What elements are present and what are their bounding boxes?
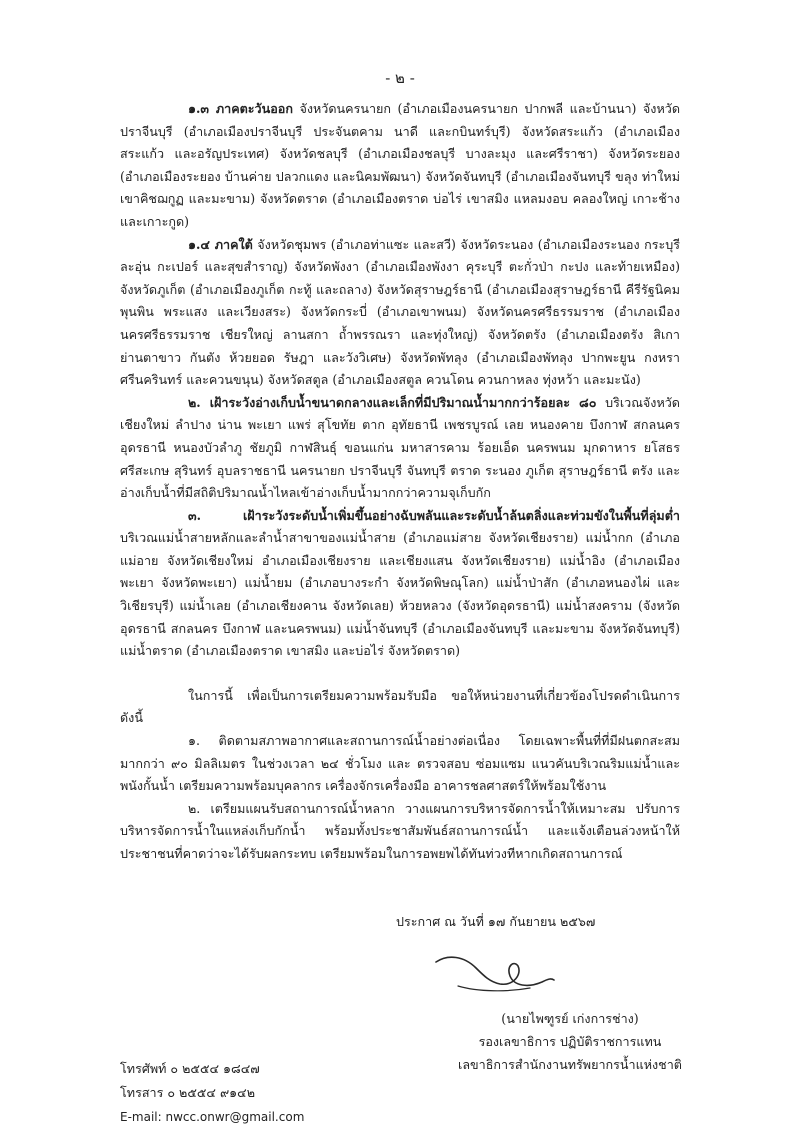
section-flood bbox=[120, 505, 680, 663]
section-east bbox=[120, 98, 680, 234]
intro-paragraph: ในการนี้ เพื่อเป็นการเตรียมความพร้อมรับมือ ขอให้หน่วยงานที่เกี่ยวข้องโปรดดำเนินการ ดังนี้ bbox=[120, 687, 680, 726]
section-east-text: จังหวัดนครนายก (อำเภอเมืองนครนายก ปากพลี และบ้านนา) จังหวัดปราจีนบุรี (อำเภอเมืองปราจีนบุรี ประจันตคาม นาดี และกบินทร์บุรี) จังหวัดสระแก้ว (อำเภอเมืองสระแก้ว และอรัญประเทศ) จังหวัดชลบุรี (อำเภอเมืองชลบุรี บางละมุง และศรีราชา) จังหวัดระยอง (อำเภอเมืองระยอง บ้านค่าย ปลวกแดง และนิคมพัฒนา) จังหวัดจันทบุรี (อำเภอเมืองจันทบุรี ขลุง ท่าใหม่ เขาคิชฌกูฏ และมะขาม) จังหวัดตราด (อำเภอเมืองตราด บ่อไร่ เขาสมิง แหลมงอบ คลองใหญ่ เกาะช้าง และเกาะกูด) bbox=[120, 101, 680, 229]
contact-email: E-mail: nwcc.onwr@gmail.com bbox=[120, 1110, 305, 1124]
signatory-position-1: รองเลขาธิการ ปฏิบัติราชการแทน bbox=[478, 1034, 662, 1049]
section-south bbox=[120, 234, 680, 392]
section-south-text: จังหวัดชุมพร (อำเภอท่าแซะ และสวี) จังหวัดระนอง (อำเภอเมืองระนอง กระบุรี ละอุ่น กะเปอร์ และสุขสำราญ) จังหวัดพังงา (อำเภอเมืองพังงา คุระบุรี ตะกั่วป่า กะปง และท้ายเหมือง) จังหวัดภูเก็ต (อำเภอเมืองภูเก็ต กะทู้ และถลาง) จังหวัดสุราษฎร์ธานี (อำเภอเมืองสุราษฎร์ธานี คีรีรัฐนิคม พุนพิน พระแสง และเวียงสระ) จังหวัดกระบี่ (อำเภอเขาพนม) จังหวัดนครศรีธรรมราช (อำเภอเมืองนครศรีธรรมราช เชียรใหญ่ ลานสกา ถ้ำพรรณรา และทุ่งใหญ่) จังหวัดตรัง (อำเภอเมืองตรัง สิเกา ย่านตาขาว กันตัง ห้วยยอด รัษฎา และวังวิเศษ) จังหวัดพัทลุง (อำเภอเมืองพัทลุง ปากพะยูน กงหรา ศรีนครินทร์ และควนขนุน) จังหวัดสตูล (อำเภอเมืองสตูล ควนโดน ควนกาหลง ทุ่งหว้า และมะนัง) bbox=[120, 236, 680, 388]
section-east-heading: ๑.๓ ภาคตะวันออก bbox=[188, 101, 293, 116]
signatory-position-2: เลขาธิการสำนักงานทรัพยากรน้ำแห่งชาติ bbox=[458, 1057, 682, 1072]
section-reservoir-text: บริเวณจังหวัดเชียงใหม่ ลำปาง น่าน พะเยา แพร่ สุโขทัย ตาก อุทัยธานี เพชรบูรณ์ เลย หนองคาย บึงกาฬ สกลนคร อุดรธานี หนองบัวลำภู ชัยภูมิ กาฬสินธุ์ ขอนแก่น มหาสารคาม ร้อยเอ็ด นครพนม มุกดาหาร ยโสธร ศรีสะเกษ สุรินทร์ อุบลราชธานี นครนายก ปราจีนบุรี จันทบุรี ตราด ระนอง ภูเก็ต สุราษฎร์ธานี ตรัง และอ่างเก็บน้ำที่มีสถิติปริมาณน้ำไหลเข้าอ่างเก็บน้ำมากกว่าความจุเก็บกัก bbox=[120, 394, 680, 501]
section-reservoir-heading: ๒. เฝ้าระวังอ่างเก็บน้ำขนาดกลางและเล็กที่มีปริมาณน้ำมากกว่าร้อยละ ๘๐ bbox=[188, 394, 597, 410]
action-item-2: ๒. เตรียมแผนรับสถานการณ์น้ำหลาก วางแผนการบริหารจัดการน้ำให้เหมาะสม ปรับการบริหารจัดการน้ำในแหล่งเก็บกักน้ำ พร้อมทั้งประชาสัมพันธ์สถานการณ์น้ำ และแจ้งเตือนล่วงหน้าให้ประชาชนที่คาดว่าจะได้รับผลกระทบ เตรียมพร้อมในการอพยพได้ทันท่วงทีหากเกิดสถานการณ์ bbox=[120, 800, 680, 861]
action-item-1: ๑. ติดตามสภาพอากาศและสถานการณ์น้ำอย่างต่อเนื่อง โดยเฉพาะพื้นที่ที่มีฝนตกสะสมมากกว่า ๙๐ มิลลิเมตร ในช่วงเวลา ๒๔ ชั่วโมง และ ตรวจสอบ ซ่อมแซม แนวคันบริเวณริมแม่น้ำและพนังกั้นน้ำ เตรียมความพร้อมบุคลากร เครื่องจักรเครื่องมือ อาคารชลศาสตร์ให้พร้อมใช้งาน bbox=[120, 733, 680, 794]
section-flood-heading: ๓. เฝ้าระวังระดับน้ำเพิ่มขึ้นอย่างฉับพลันและระดับน้ำล้นตลิ่งและท่วมขังในพื้นที่ลุ่มต่ำ bbox=[188, 507, 680, 523]
document-body bbox=[120, 98, 680, 866]
contact-block bbox=[120, 1057, 304, 1129]
section-reservoir bbox=[120, 392, 680, 505]
announcement-date: ประกาศ ณ วันที่ ๑๗ กันยายน ๒๕๖๗ bbox=[396, 914, 596, 929]
section-south-heading: ๑.๔ ภาคใต้ bbox=[188, 236, 253, 252]
contact-fax: โทรสาร ๐ ๒๕๕๔ ๙๑๔๒ bbox=[120, 1085, 255, 1100]
contact-phone: โทรศัพท์ ๐ ๒๕๕๔ ๑๘๔๗ bbox=[120, 1061, 260, 1076]
signatory-name: (นายไพฑูรย์ เก่งการช่าง) bbox=[501, 1011, 639, 1026]
section-flood-text: บริเวณแม่น้ำสายหลักและลำน้ำสาขาของแม่น้ำสาย (อำเภอแม่สาย จังหวัดเชียงราย) แม่น้ำกก (อำเภอแม่อาย จังหวัดเชียงใหม่ อำเภอเมืองเชียงราย และเชียงแสน จังหวัดเชียงราย) แม่น้ำอิง (อำเภอเมืองพะเยา จังหวัดพะเยา) แม่น้ำยม (อำเภอบางระกำ จังหวัดพิษณุโลก) แม่น้ำป่าสัก (อำเภอหนองไผ่ และวิเชียรบุรี) แม่น้ำเลย (อำเภอเชียงคาน จังหวัดเลย) ห้วยหลวง (จังหวัดอุดรธานี) แม่น้ำสงคราม (จังหวัดอุดรธานี สกลนคร บึงกาฬ และนครพนม) แม่น้ำจันทบุรี (อำเภอเมืองจันทบุรี และมะขาม จังหวัดจันทบุรี) แม่น้ำตราด (อำเภอเมืองตราด เขาสมิง และบ่อไร่ จังหวัดตราด) bbox=[120, 530, 680, 659]
handwritten-signature bbox=[418, 948, 588, 1000]
page-number: - ๒ - bbox=[385, 69, 415, 87]
signatory-block bbox=[420, 1007, 720, 1076]
